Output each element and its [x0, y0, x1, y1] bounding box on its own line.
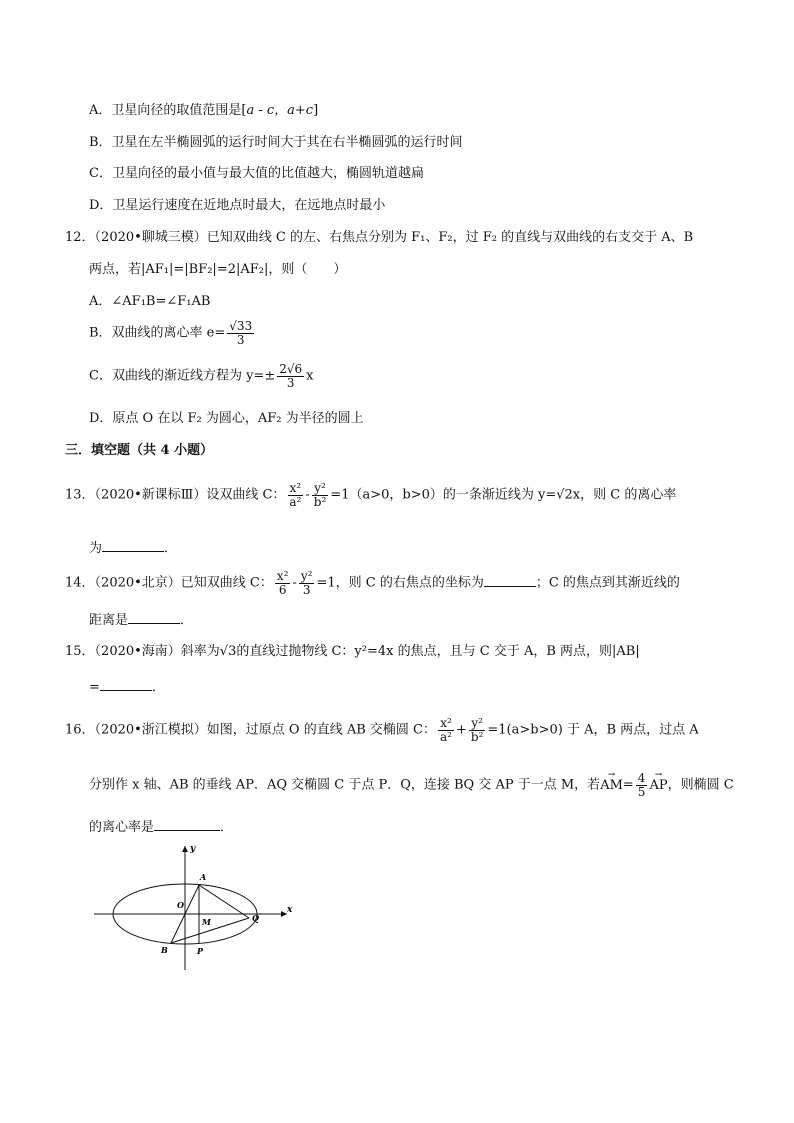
q11-option-a: A．卫星向径的取值范围是[a - c，a+c] — [89, 103, 319, 118]
q11-option-c: C．卫星向径的最小值与最大值的比值越大，椭圆轨道越扁 — [89, 166, 424, 181]
q16-stem-line2: 分别作 x 轴、AB 的垂线 AP．AQ 交椭圆 C 于点 P．Q，连接 BQ 交 AP 于一点 M，若→ AM= $\frac{4}{5}$ → AP，则椭圆 C — [89, 772, 734, 798]
label-a: A — [200, 872, 207, 882]
q15-stem: 15．（2020•海南）斜率为√3的直线过抛物线 C：y²=4x 的焦点，且与 C 交于 A，B 两点，则|AB| — [65, 644, 640, 659]
label-o: O — [177, 900, 184, 910]
label-x: x — [287, 905, 293, 915]
q13-answer-blank[interactable] — [102, 537, 164, 552]
ellipse-figure — [89, 840, 304, 975]
q11-option-b: B．卫星在左半椭圆弧的运行时间大于其在右半椭圆弧的运行时间 — [89, 135, 463, 150]
label-q: Q — [252, 913, 259, 923]
q12-option-d: D．原点 O 在以 F₂ 为圆心，AF₂ 为半径的圆上 — [89, 411, 364, 426]
q13-stem: 13．（2020•新课标Ⅲ）设双曲线 C： $\frac{\text{x²}}{\text{a²}}$ - $\frac{\text{y²}}{\text{b²}}$ =1（a>0，b>0）的一条渐近线为 y=√2x，则 C 的离心率 — [65, 481, 677, 509]
q12-b-numerator: √33 — [229, 319, 253, 333]
q12-stem: 12．（2020•聊城三模）已知双曲线 C 的左、右焦点分别为 F₁、F₂，过 F₂ 的直线与双曲线的右支交于 A、B — [65, 230, 694, 245]
q15-answer-line: = ． — [89, 676, 165, 698]
q12-option-a: A．∠AF₁B=∠F₁AB — [89, 294, 211, 309]
q14-answer-line: 距离是 ． — [89, 609, 193, 631]
q12-c-numerator: 2√6 — [279, 362, 303, 376]
q16-answer-blank[interactable] — [154, 816, 220, 831]
q12-option-b: B．双曲线的离心率 e= $\frac{√33}{3}$ — [89, 319, 253, 347]
label-b: B — [161, 945, 168, 955]
q16-answer-line: 的离心率是 ． — [89, 816, 233, 838]
label-m: M — [202, 917, 211, 927]
label-y: y — [190, 844, 196, 854]
line-aq — [199, 885, 249, 918]
q14-stem: 14．（2020•北京）已知双曲线 C： $\frac{\text{x²}}{6}$ - $\frac{\text{y²}}{3}$ =1，则 C 的右焦点的坐标为 ；C 的焦点到其渐近线的 — [65, 569, 680, 597]
section-title: 三．填空题（共 4 小题） — [65, 443, 214, 458]
q16-stem: 16．（2020•浙江模拟）如图，过原点 O 的直线 AB 交椭圆 C： $\frac{\text{x²}}{\text{a²}}$ + $\frac{\text{y²}}{\text{b²}}$ =1(a>b>0) 于 A，B 两点，过点 A — [65, 716, 699, 744]
q14-answer-blank-1[interactable] — [484, 572, 536, 587]
q12-stem-line2: 两点，若|AF₁|=|BF₂|=2|AF₂|，则（ ） — [89, 262, 347, 277]
vector-am: → AM — [600, 776, 623, 796]
vector-ap: → AP — [649, 776, 667, 796]
q13-answer-line: 为 ． — [89, 537, 177, 559]
q14-answer-blank-2[interactable] — [128, 609, 180, 624]
q15-answer-blank[interactable] — [100, 676, 152, 691]
q11-option-d: D．卫星运行速度在近地点时最大，在远地点时最小 — [89, 198, 386, 213]
label-p: P — [197, 946, 204, 956]
q12-option-c: C．双曲线的渐近线方程为 y=± $\frac{2√6}{3}$ x — [89, 362, 314, 390]
